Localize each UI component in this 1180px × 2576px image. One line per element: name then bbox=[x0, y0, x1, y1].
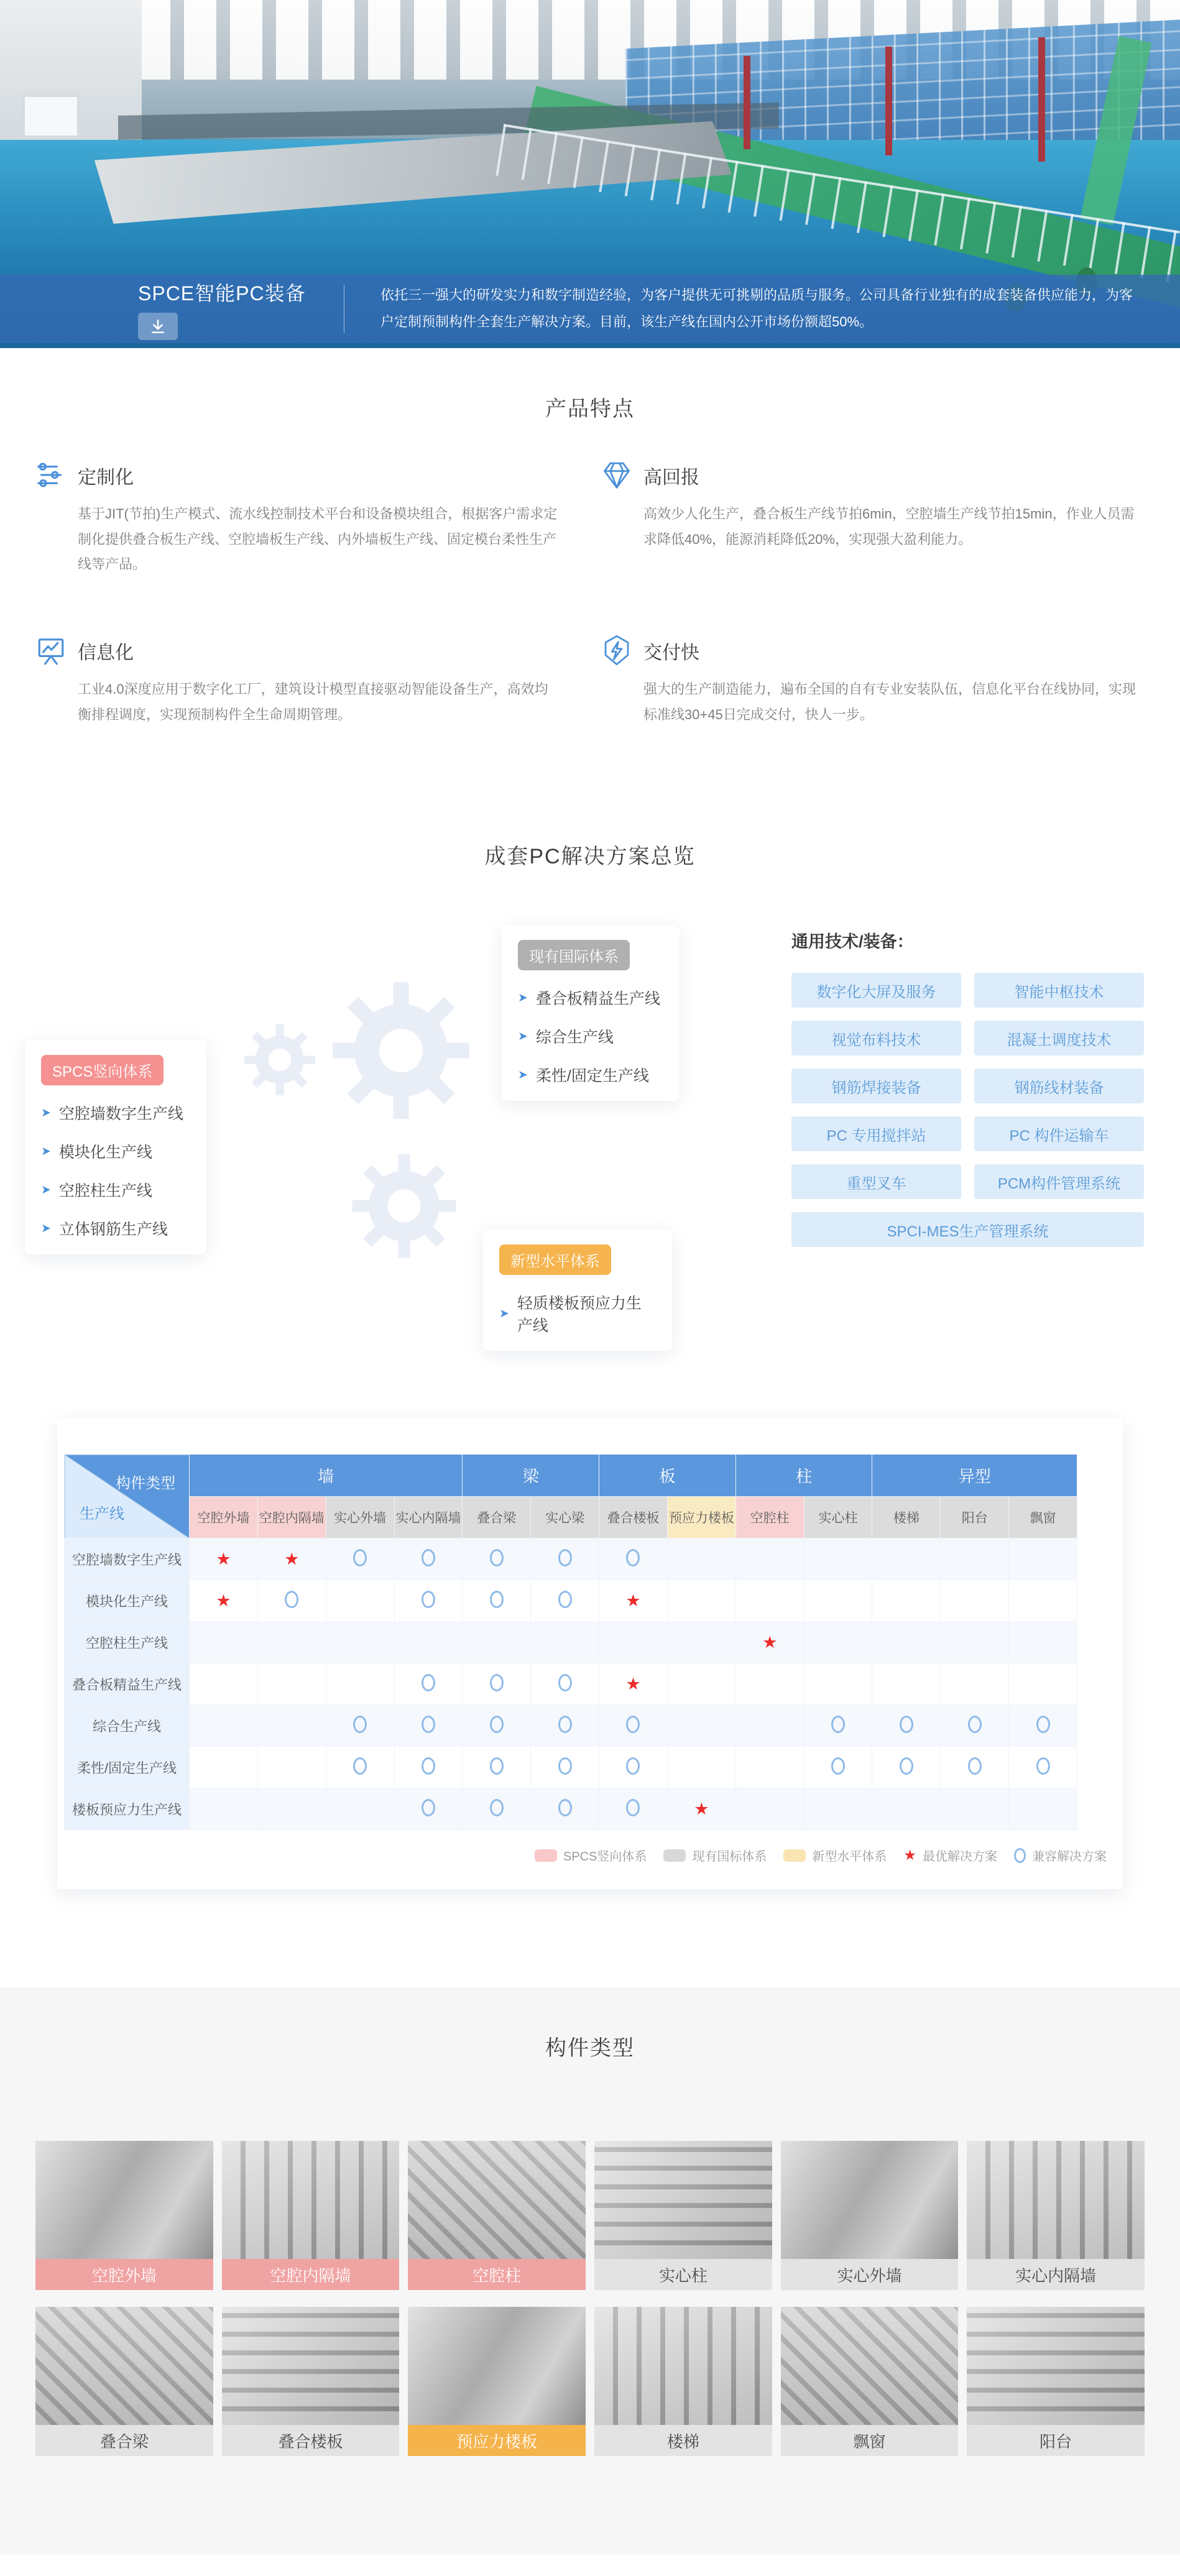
component-tile bbox=[222, 2307, 400, 2456]
empty-cell bbox=[804, 1539, 872, 1580]
compatible-solution-mark bbox=[531, 1705, 599, 1747]
matrix-row-label: 叠合板精益生产线 bbox=[65, 1663, 190, 1705]
compatible-solution-mark bbox=[326, 1539, 394, 1580]
empty-cell bbox=[599, 1622, 668, 1663]
component-tile bbox=[35, 2141, 213, 2290]
tech-button[interactable]: PC 构件运输车 bbox=[974, 1116, 1144, 1151]
empty-cell bbox=[872, 1788, 941, 1830]
empty-cell bbox=[326, 1788, 394, 1830]
horizontal-system-box bbox=[483, 1230, 672, 1351]
tech-button[interactable]: 智能中枢技术 bbox=[974, 973, 1144, 1008]
component-label: 实心外墙 bbox=[781, 2259, 959, 2290]
general-tech-buttons bbox=[791, 973, 1144, 1247]
circle-icon bbox=[1014, 1848, 1026, 1863]
compatible-solution-mark bbox=[394, 1705, 463, 1747]
component-label: 实心柱 bbox=[594, 2259, 772, 2290]
component-photo bbox=[967, 2141, 1145, 2259]
compatible-solution-mark bbox=[599, 1539, 668, 1580]
empty-cell bbox=[667, 1705, 735, 1747]
table-row bbox=[65, 1580, 1077, 1622]
legend-label: 兼容解决方案 bbox=[1032, 1850, 1107, 1864]
component-label: 空腔外墙 bbox=[35, 2259, 213, 2290]
empty-cell bbox=[257, 1705, 326, 1747]
arrow-icon: ➤ bbox=[41, 1144, 51, 1158]
component-tile bbox=[594, 2307, 772, 2456]
feature-block bbox=[35, 633, 558, 727]
empty-cell bbox=[257, 1663, 326, 1705]
production-line-link[interactable] bbox=[41, 1179, 190, 1201]
matrix-row-label: 模块化生产线 bbox=[65, 1580, 190, 1622]
footer-strip bbox=[0, 2554, 1180, 2576]
download-button[interactable] bbox=[138, 313, 178, 340]
empty-cell bbox=[872, 1622, 941, 1663]
corner-label-bottom: 生产线 bbox=[80, 1506, 124, 1523]
production-line-label: 轻质楼板预应力生产线 bbox=[517, 1295, 642, 1335]
empty-cell bbox=[735, 1580, 804, 1622]
gear-icon bbox=[323, 973, 479, 1128]
component-tile bbox=[967, 2307, 1145, 2456]
empty-cell bbox=[804, 1622, 872, 1663]
feature-block bbox=[601, 633, 1145, 727]
tech-button[interactable]: 视觉布料技术 bbox=[791, 1021, 961, 1056]
arrow-icon: ➤ bbox=[41, 1221, 51, 1235]
empty-cell bbox=[190, 1622, 258, 1663]
empty-cell bbox=[326, 1663, 394, 1705]
matrix-row-label: 空腔墙数字生产线 bbox=[65, 1539, 190, 1580]
compatible-solution-mark bbox=[531, 1788, 599, 1830]
empty-cell bbox=[941, 1663, 1009, 1705]
photo-red-column bbox=[744, 56, 750, 149]
empty-cell bbox=[872, 1663, 941, 1705]
matrix-group-header: 柱 bbox=[735, 1455, 872, 1497]
matrix-column-header: 实心内隔墙 bbox=[394, 1496, 463, 1539]
compatible-solution-mark bbox=[1009, 1747, 1077, 1788]
empty-cell bbox=[667, 1663, 735, 1705]
component-photo bbox=[594, 2307, 772, 2425]
corner-label-top: 构件类型 bbox=[116, 1475, 175, 1493]
compatible-solution-mark bbox=[326, 1747, 394, 1788]
component-label: 叠合梁 bbox=[35, 2425, 213, 2456]
empty-cell bbox=[257, 1622, 326, 1663]
empty-cell bbox=[804, 1788, 872, 1830]
empty-cell bbox=[531, 1622, 599, 1663]
table-row bbox=[65, 1705, 1077, 1747]
arrow-icon: ➤ bbox=[41, 1106, 51, 1120]
feature-block bbox=[601, 458, 1145, 577]
component-photo bbox=[408, 2307, 586, 2425]
empty-cell bbox=[941, 1539, 1009, 1580]
feature-title: 信息化 bbox=[78, 643, 134, 664]
international-system-tag: 现有国际体系 bbox=[518, 940, 630, 970]
compatible-solution-mark bbox=[804, 1747, 872, 1788]
tech-button[interactable]: PCM构件管理系统 bbox=[974, 1164, 1144, 1199]
best-solution-mark: ★ bbox=[190, 1580, 258, 1622]
section-title-features: 产品特点 bbox=[545, 397, 635, 421]
compatible-solution-mark bbox=[394, 1539, 463, 1580]
arrow-icon: ➤ bbox=[499, 1307, 509, 1320]
matrix-column-header: 空腔内隔墙 bbox=[257, 1496, 326, 1539]
tech-button[interactable]: PC 专用搅拌站 bbox=[791, 1116, 961, 1151]
arrow-icon: ➤ bbox=[518, 991, 528, 1005]
production-line-link[interactable] bbox=[41, 1102, 190, 1124]
arrow-icon: ➤ bbox=[41, 1183, 51, 1197]
matrix-row-label: 柔性/固定生产线 bbox=[65, 1747, 190, 1788]
matrix-group-header: 梁 bbox=[463, 1455, 599, 1497]
page-title: SPCE智能PC装备 bbox=[138, 282, 306, 305]
empty-cell bbox=[667, 1539, 735, 1580]
best-solution-mark: ★ bbox=[257, 1539, 326, 1580]
matrix-group-header: 墙 bbox=[190, 1455, 463, 1497]
matrix-column-header: 空腔外墙 bbox=[190, 1496, 258, 1539]
feature-body bbox=[643, 458, 1145, 577]
tech-button[interactable]: 钢筋线材装备 bbox=[974, 1069, 1144, 1103]
download-icon bbox=[150, 318, 166, 334]
best-solution-mark: ★ bbox=[667, 1788, 735, 1830]
solution-matrix-card bbox=[57, 1418, 1123, 1889]
empty-cell bbox=[804, 1663, 872, 1705]
component-tile bbox=[781, 2141, 959, 2290]
compatible-solution-mark bbox=[394, 1788, 463, 1830]
component-label: 实心内隔墙 bbox=[967, 2259, 1145, 2290]
feature-body bbox=[643, 633, 1145, 727]
feature-text: 工业4.0深度应用于数字化工厂，建筑设计模型直接驱动智能设备生产，高效均衡排程调度，实现预制构件全生命周期管理。 bbox=[78, 681, 548, 722]
star-icon: ★ bbox=[903, 1847, 916, 1864]
matrix-column-header: 实心梁 bbox=[531, 1496, 599, 1539]
matrix-legend bbox=[64, 1846, 1123, 1864]
legend-item bbox=[1014, 1846, 1107, 1864]
matrix-corner-cell bbox=[65, 1455, 190, 1539]
matrix-row-label: 综合生产线 bbox=[65, 1705, 190, 1747]
compatible-solution-mark bbox=[1009, 1705, 1077, 1747]
empty-cell bbox=[1009, 1788, 1077, 1830]
matrix-column-header: 预应力楼板 bbox=[667, 1496, 735, 1539]
presentation-chart-icon bbox=[35, 633, 70, 727]
empty-cell bbox=[190, 1705, 258, 1747]
component-photo bbox=[222, 2307, 400, 2425]
compatible-solution-mark bbox=[599, 1747, 668, 1788]
horizontal-system-list bbox=[499, 1291, 656, 1336]
compatible-solution-mark bbox=[941, 1747, 1009, 1788]
tech-button[interactable]: 数字化大屏及服务 bbox=[791, 973, 961, 1008]
component-label: 飘窗 bbox=[781, 2425, 959, 2456]
component-tile bbox=[967, 2141, 1145, 2290]
section-title-components: 构件类型 bbox=[545, 2036, 635, 2061]
empty-cell bbox=[1009, 1580, 1077, 1622]
matrix-column-header: 叠合楼板 bbox=[599, 1496, 668, 1539]
compatible-solution-mark bbox=[463, 1705, 531, 1747]
spcs-vertical-system-box bbox=[25, 1040, 206, 1254]
component-tile bbox=[408, 2307, 586, 2456]
tech-button[interactable]: SPCI-MES生产管理系统 bbox=[791, 1212, 1144, 1247]
production-line-label: 立体钢筋生产线 bbox=[58, 1221, 168, 1239]
empty-cell bbox=[941, 1580, 1009, 1622]
empty-cell bbox=[190, 1747, 258, 1788]
matrix-column-header: 实心外墙 bbox=[326, 1496, 394, 1539]
best-solution-mark: ★ bbox=[190, 1539, 258, 1580]
gear-icon bbox=[239, 1019, 320, 1100]
empty-cell bbox=[735, 1539, 804, 1580]
photo-window bbox=[21, 93, 81, 139]
feature-text: 高效少人化生产，叠合板生产线节拍6min，空腔墙生产线节拍15min，作业人员需求降低40%，能源消耗降低20%，实现强大盈利能力。 bbox=[643, 506, 1135, 547]
matrix-column-header: 空腔柱 bbox=[735, 1496, 804, 1539]
general-tech-heading: 通用技术/装备： bbox=[791, 932, 914, 952]
empty-cell bbox=[872, 1580, 941, 1622]
matrix-group-header: 异型 bbox=[872, 1455, 1077, 1497]
compatible-solution-mark bbox=[463, 1580, 531, 1622]
legend-label: SPCS竖向体系 bbox=[563, 1850, 647, 1864]
production-line-label: 空腔墙数字生产线 bbox=[58, 1105, 183, 1123]
table-row bbox=[65, 1622, 1077, 1663]
compatible-solution-mark bbox=[463, 1539, 531, 1580]
feature-title: 高回报 bbox=[643, 467, 699, 488]
compatible-solution-mark bbox=[599, 1788, 668, 1830]
legend-swatch bbox=[783, 1849, 806, 1862]
production-line-link[interactable] bbox=[518, 987, 663, 1009]
empty-cell bbox=[667, 1622, 735, 1663]
compatible-solution-mark bbox=[941, 1705, 1009, 1747]
empty-cell bbox=[667, 1580, 735, 1622]
component-label: 叠合楼板 bbox=[222, 2425, 400, 2456]
diamond-icon bbox=[601, 458, 636, 577]
feature-text: 强大的生产制造能力，遍布全国的自有专业安装队伍，信息化平台在线协同，实现标准线30+45日完成交付，快人一步。 bbox=[643, 681, 1136, 722]
production-line-label: 柔性/固定生产线 bbox=[535, 1067, 649, 1085]
empty-cell bbox=[872, 1539, 941, 1580]
component-label: 空腔柱 bbox=[408, 2259, 586, 2290]
empty-cell bbox=[463, 1622, 531, 1663]
empty-cell bbox=[190, 1788, 258, 1830]
empty-cell bbox=[804, 1580, 872, 1622]
legend-label: 现有国标体系 bbox=[692, 1850, 767, 1864]
feature-title: 定制化 bbox=[78, 467, 134, 488]
legend-label: 最优解决方案 bbox=[923, 1850, 997, 1864]
feature-body bbox=[78, 633, 558, 727]
sliders-icon bbox=[35, 458, 70, 577]
table-row bbox=[65, 1539, 1077, 1580]
component-tiles-grid bbox=[35, 2141, 1145, 2456]
component-photo bbox=[35, 2141, 213, 2259]
features-grid bbox=[35, 458, 1145, 727]
tech-button[interactable]: 钢筋焊接装备 bbox=[791, 1069, 961, 1103]
solutions-diagram bbox=[0, 886, 1180, 1358]
component-label: 楼梯 bbox=[594, 2425, 772, 2456]
tech-button[interactable]: 混凝土调度技术 bbox=[974, 1021, 1144, 1056]
empty-cell bbox=[326, 1622, 394, 1663]
empty-cell bbox=[1009, 1539, 1077, 1580]
component-tile bbox=[408, 2141, 586, 2290]
component-label: 空腔内隔墙 bbox=[222, 2259, 400, 2290]
compatible-solution-mark bbox=[531, 1663, 599, 1705]
compatibility-matrix-table bbox=[64, 1454, 1077, 1830]
section-title-solutions: 成套PC解决方案总览 bbox=[484, 845, 696, 869]
component-photo bbox=[35, 2307, 213, 2425]
component-tile bbox=[594, 2141, 772, 2290]
compatible-solution-mark bbox=[804, 1705, 872, 1747]
compatible-solution-mark bbox=[463, 1663, 531, 1705]
component-tile bbox=[222, 2141, 400, 2290]
table-row bbox=[65, 1788, 1077, 1830]
best-solution-mark: ★ bbox=[599, 1580, 668, 1622]
matrix-column-header: 叠合梁 bbox=[463, 1496, 531, 1539]
hero-description: 依托三一强大的研发实力和数字制造经验，为客户提供无可挑剔的品质与服务。公司具备行业独有的成套装备供应能力，为客户定制预制构件全套生产解决方案。目前，该生产线在国内公开市场份额超50%。 bbox=[380, 287, 1133, 329]
section-solution-matrix bbox=[0, 1418, 1180, 1987]
feature-text: 基于JIT(节拍)生产模式、流水线控制技术平台和设备模块组合，根据客户需求定制化提供叠合板生产线、空腔墙板生产线、内外墙板生产线、固定模台柔性生产线等产品。 bbox=[78, 506, 558, 573]
empty-cell bbox=[941, 1788, 1009, 1830]
horizontal-system-tag: 新型水平体系 bbox=[499, 1244, 611, 1275]
compatible-solution-mark bbox=[326, 1705, 394, 1747]
empty-cell bbox=[394, 1622, 463, 1663]
compatible-solution-mark bbox=[531, 1539, 599, 1580]
tech-button[interactable]: 重型叉车 bbox=[791, 1164, 961, 1199]
production-line-link[interactable] bbox=[518, 1064, 663, 1086]
production-line-label: 模块化生产线 bbox=[58, 1144, 152, 1162]
photo-red-column bbox=[1038, 37, 1045, 162]
compatible-solution-mark bbox=[531, 1580, 599, 1622]
component-photo bbox=[408, 2141, 586, 2259]
vertical-system-list bbox=[41, 1102, 190, 1240]
empty-cell bbox=[941, 1622, 1009, 1663]
component-photo bbox=[222, 2141, 400, 2259]
component-label: 阳台 bbox=[967, 2425, 1145, 2456]
production-line-link[interactable] bbox=[499, 1291, 656, 1336]
empty-cell bbox=[667, 1747, 735, 1788]
empty-cell bbox=[257, 1788, 326, 1830]
matrix-column-header: 实心柱 bbox=[804, 1496, 872, 1539]
lightning-icon bbox=[601, 633, 636, 727]
matrix-column-header: 阳台 bbox=[941, 1496, 1009, 1539]
gear-icon bbox=[345, 1147, 463, 1265]
empty-cell bbox=[190, 1663, 258, 1705]
production-line-link[interactable] bbox=[518, 1025, 663, 1047]
international-system-box bbox=[502, 925, 680, 1101]
empty-cell bbox=[735, 1788, 804, 1830]
empty-cell bbox=[735, 1705, 804, 1747]
legend-item bbox=[903, 1846, 997, 1864]
compatible-solution-mark bbox=[599, 1705, 668, 1747]
empty-cell bbox=[735, 1663, 804, 1705]
empty-cell bbox=[735, 1747, 804, 1788]
hero-overlay bbox=[0, 275, 1180, 343]
photo-red-column bbox=[885, 47, 892, 155]
section-component-types bbox=[0, 1987, 1180, 2554]
compatible-solution-mark bbox=[257, 1580, 326, 1622]
section-solutions-overview bbox=[0, 814, 1180, 1418]
compatible-solution-mark bbox=[394, 1663, 463, 1705]
component-photo bbox=[967, 2307, 1145, 2425]
production-line-label: 叠合板精益生产线 bbox=[535, 990, 660, 1008]
feature-block bbox=[35, 458, 558, 577]
compatible-solution-mark bbox=[872, 1747, 941, 1788]
matrix-group-header: 板 bbox=[599, 1455, 736, 1497]
arrow-icon: ➤ bbox=[518, 1029, 528, 1043]
feature-title: 交付快 bbox=[643, 643, 699, 664]
international-system-list bbox=[518, 987, 663, 1086]
compatible-solution-mark bbox=[463, 1788, 531, 1830]
legend-swatch bbox=[535, 1849, 557, 1862]
component-photo bbox=[781, 2307, 959, 2425]
matrix-row-label: 楼板预应力生产线 bbox=[65, 1788, 190, 1830]
compatible-solution-mark bbox=[394, 1747, 463, 1788]
legend-label: 新型水平体系 bbox=[812, 1850, 887, 1864]
compatible-solution-mark bbox=[531, 1747, 599, 1788]
hero-title-block bbox=[138, 278, 325, 340]
section-product-features bbox=[0, 348, 1180, 814]
empty-cell bbox=[257, 1747, 326, 1788]
compatible-solution-mark bbox=[872, 1705, 941, 1747]
table-row bbox=[65, 1747, 1077, 1788]
best-solution-mark: ★ bbox=[735, 1622, 804, 1663]
production-line-label: 空腔柱生产线 bbox=[58, 1182, 152, 1200]
empty-cell bbox=[1009, 1622, 1077, 1663]
empty-cell bbox=[1009, 1663, 1077, 1705]
compatible-solution-mark bbox=[394, 1580, 463, 1622]
best-solution-mark: ★ bbox=[599, 1663, 668, 1705]
component-photo bbox=[594, 2141, 772, 2259]
compatible-solution-mark bbox=[463, 1747, 531, 1788]
component-tile bbox=[35, 2307, 213, 2456]
matrix-column-header: 飘窗 bbox=[1009, 1496, 1077, 1539]
spcs-vertical-tag: SPCS竖向体系 bbox=[41, 1055, 164, 1085]
production-line-link[interactable] bbox=[41, 1217, 190, 1240]
legend-item bbox=[535, 1846, 647, 1864]
matrix-column-header: 楼梯 bbox=[872, 1496, 941, 1539]
component-label: 预应力楼板 bbox=[408, 2425, 586, 2456]
component-tile bbox=[781, 2307, 959, 2456]
legend-item bbox=[663, 1846, 767, 1864]
table-row bbox=[65, 1663, 1077, 1705]
arrow-icon: ➤ bbox=[518, 1068, 528, 1082]
feature-body bbox=[78, 458, 558, 577]
matrix-row-label: 空腔柱生产线 bbox=[65, 1622, 190, 1663]
production-line-label: 综合生产线 bbox=[535, 1029, 614, 1047]
empty-cell bbox=[326, 1580, 394, 1622]
production-line-link[interactable] bbox=[41, 1140, 190, 1162]
legend-item bbox=[783, 1846, 887, 1864]
component-photo bbox=[781, 2141, 959, 2259]
legend-swatch bbox=[663, 1849, 686, 1862]
hero-banner bbox=[0, 0, 1180, 348]
